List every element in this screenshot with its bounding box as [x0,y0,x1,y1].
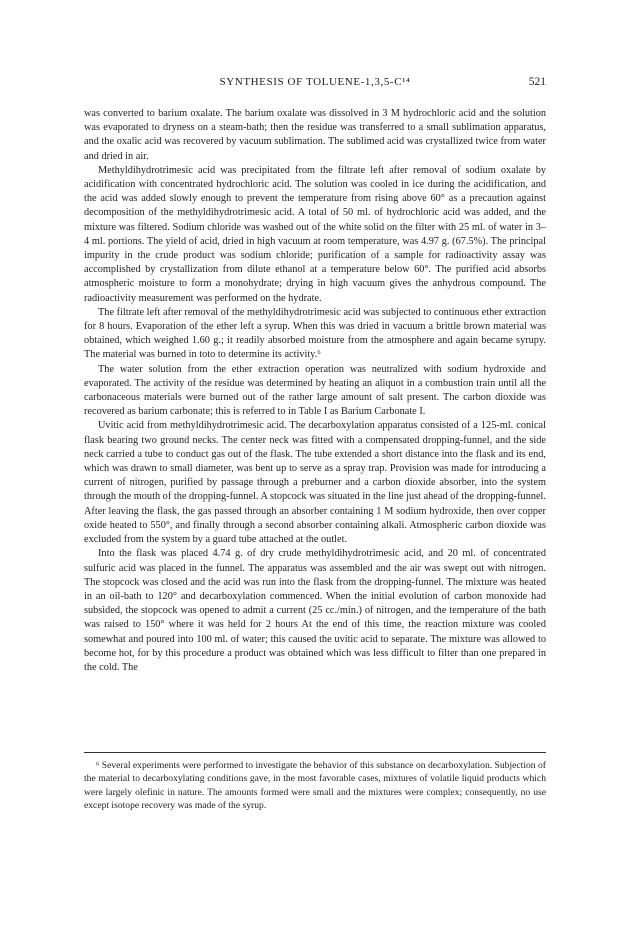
paragraph: The water solution from the ether extraction operation was neutralized with sodium hydroxide and evaporated. The activity of the residue was determined by heating an aliquot in a combustion train until all the carbonaceous materials were burned out of the rather large amount of salt present. The carbon dioxide was recovered as barium carbonate; this is referred to in Table I as Barium Carbonate I. [84,363,546,418]
footnote-rule [84,752,546,753]
running-header [84,76,546,92]
paragraph: was converted to barium oxalate. The barium oxalate was dissolved in 3 M hydrochloric acid and the solution was evaporated to dryness on a steam-bath; then the residue was transferred to a small sublimation apparatus, and the oxalic acid was recovered by vacuum sublimation. The sublimed acid was crystallized twice from water and dried in air. [84,108,546,162]
paragraph: The filtrate left after removal of the methyldihydrotrimesic acid was subjected to continuous ether extraction for 8 hours. Evaporation of the ether left a syrup. When this was dried in vacuum a brittle brown material was obtained, which weighed 1.60 g.; it readily absorbed moisture from the atmosphere and again became syrupy. The material was burned in toto to determine its activity.⁶ [84,306,546,361]
paragraph: Uvitic acid from methyldihydrotrimesic acid. The decarboxylation apparatus consisted of a 125-ml. conical flask bearing two ground necks. The center neck was fitted with a compensated dropping-funnel, and the side neck carried a tube to conduct gas out of the flask. The tube extended a short distance into the flask and its end, which was drawn to small diameter, was bent up to serve as a spray trap. Provision was made for introducing a current of nitrogen, purified by passage through a preburner and a carbon dioxide absorber, into the system through the mouth of the dropping-funnel. A stopcock was situated in the line just ahead of the dropping-funnel. After leaving the flask, the gas passed through an absorber containing 1 M sodium hydroxide, then over copper oxide heated to 550°, and finally through a second absorber containing alkali. Atmospheric carbon dioxide was excluded from the system by a guard tube attached at the outlet. [84,420,546,546]
body-text [84,107,546,675]
running-title: SYNTHESIS OF TOLUENE-1,3,5-C¹⁴ [219,76,411,88]
paragraph: Methyldihydrotrimesic acid was precipitated from the filtrate left after removal of sodium oxalate by acidification with concentrated hydrochloric acid. The solution was cooled in ice during the acidification, and the acid was added slowly enough to prevent the temperature from rising above 60° as a precaution against decomposition of the methyldihydrotrimesic acid. A total of 50 ml. of hydrochloric acid was added, and the mixture was filtered. Sodium chloride was washed out of the white solid on the filter with 25 ml. of water in 3–4 ml. portions. The yield of acid, dried in high vacuum at room temperature, was 4.97 g. (67.5%). The principal impurity in the crude product was sodium chloride; purification of a sample for radioactivity assay was accomplished by crystallization from dilute ethanol at a temperature below 60°. The purified acid absorbs atmospheric moisture to form a monohydrate; drying in high vacuum gives the anhydrous compound. The radioactivity measurement was performed on the hydrate. [84,164,546,304]
footnote-text: ⁶ Several experiments were performed to investigate the behavior of this substance on decarboxylation. Subjection of the material to decarboxylating conditions gave, in the most favorable cases, mixtures of volatile liquid products which were largely olefinic in nature. The amounts formed were small and the mixtures were complex; consequently, no use except isotope recovery was made of the syrup. [84,760,546,811]
paragraph: Into the flask was placed 4.74 g. of dry crude methyldihydrotrimesic acid, and 20 ml. of concentrated sulfuric acid was placed in the funnel. The apparatus was assembled and the air was swept out with nitrogen. The stopcock was closed and the acid was run into the flask from the dropping-funnel. The mixture was heated in an oil-bath to 120° and decarboxylation commenced. When the initial evolution of carbon monoxide had subsided, the stopcock was opened to admit a current (25 cc./min.) of nitrogen, and the temperature of the bath was raised to 150° where it was held for 2 hours At the end of this time, the reaction mixture was cooled somewhat and poured into 100 ml. of water; this caused the uvitic acid to separate. The mixture was allowed to become hot, for by this procedure a product was obtained which was less difficult to filter than one prepared in the cold. The [84,548,546,673]
footnote [84,759,546,812]
page-number: 521 [528,76,546,88]
